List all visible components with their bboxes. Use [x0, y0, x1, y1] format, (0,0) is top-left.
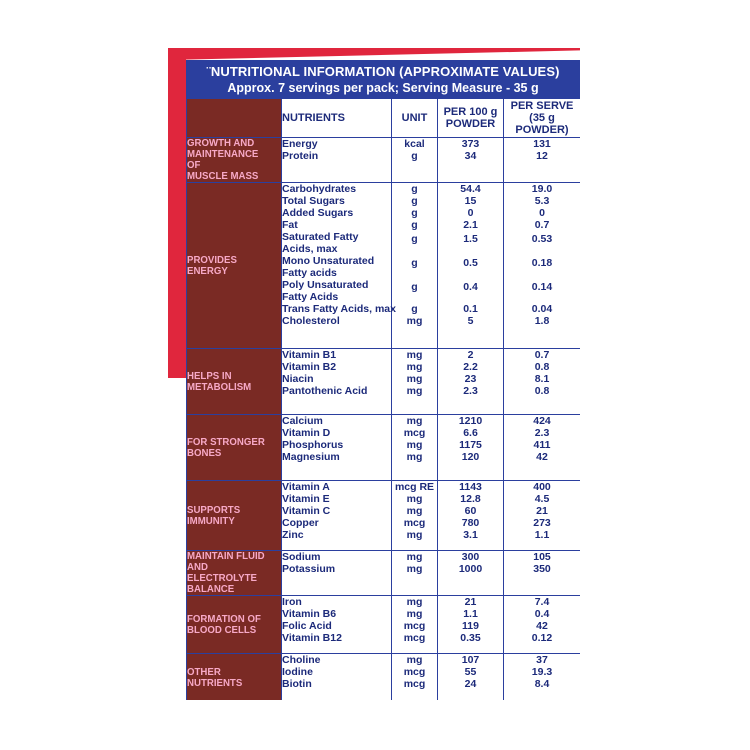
value-per-100g: 1143 [459, 481, 482, 493]
value-per-serve: 4.5 [534, 493, 550, 505]
value-per-100g: 1000 [458, 563, 483, 575]
value-per-serve-cell [504, 415, 581, 481]
nutrient-name: Iodine [282, 666, 313, 678]
value-per-serve-cell [504, 481, 581, 551]
nutrient-unit: mg [406, 505, 423, 517]
category-label [187, 138, 282, 183]
value-per-serve-cell [504, 349, 581, 415]
nutrient-name: Trans Fatty Acids, max [282, 303, 396, 315]
nutrient-name: Energy [282, 138, 318, 150]
nutrient-unit: mg [406, 654, 423, 666]
value-per-serve: 21 [536, 505, 548, 517]
nutrient-unit: g [411, 150, 418, 162]
value-per-serve: 19.3 [531, 666, 553, 678]
category-label-text: GROWTH AND MAINTENANCE OF MUSCLE MASS [187, 137, 259, 182]
nutrient-unit: mg [406, 439, 423, 451]
nutrient-name-cell [282, 551, 392, 596]
value-per-serve: 0.8 [534, 361, 550, 373]
nutrient-unit: kcal [404, 138, 425, 150]
nutrient-name: Biotin [282, 678, 312, 690]
nutrient-name: Folic Acid [282, 620, 332, 632]
nutrient-name: Poly Unsaturated Fatty Acids [282, 279, 369, 303]
nutrient-name: Vitamin D [282, 427, 331, 439]
table-header-row [187, 99, 581, 138]
nutrition-header [186, 60, 580, 98]
category-label-text: MAINTAIN FLUID AND ELECTROLYTE BALANCE [187, 550, 265, 595]
nutrient-unit-cell [392, 551, 438, 596]
value-per-serve: 0.04 [531, 303, 553, 315]
nutrient-name: Saturated Fatty Acids, max [282, 231, 359, 255]
value-per-serve: 8.4 [534, 678, 550, 690]
nutrient-name: Potassium [282, 563, 336, 575]
value-per-100g-cell [438, 596, 504, 654]
nutrient-unit: mg [406, 361, 423, 373]
category-label [187, 551, 282, 596]
category-label-text: FOR STRONGER BONES [187, 435, 265, 459]
nutrient-name: Added Sugars [282, 207, 354, 219]
nutrient-name: Vitamin B6 [282, 608, 337, 620]
value-per-100g: 1210 [458, 415, 483, 427]
value-per-serve: 8.1 [534, 373, 550, 385]
value-per-serve: 0.8 [534, 385, 550, 397]
nutrient-name: Magnesium [282, 451, 340, 463]
nutrient-name: Copper [282, 517, 319, 529]
nutrient-name-cell [282, 654, 392, 701]
nutrient-name: Niacin [282, 373, 314, 385]
value-per-100g: 55 [464, 666, 477, 678]
value-per-100g: 1175 [459, 439, 482, 451]
nutrient-unit-cell [392, 349, 438, 415]
value-per-serve: 0.7 [534, 349, 550, 361]
nutrient-name: Iron [282, 596, 302, 608]
value-per-serve: 105 [533, 551, 551, 563]
value-per-serve: 2.3 [534, 427, 550, 439]
nutrient-name: Phosphorus [282, 439, 344, 451]
value-per-100g: 120 [461, 451, 480, 463]
value-per-serve: 12 [536, 150, 548, 162]
nutrient-unit-cell [392, 415, 438, 481]
value-per-100g-cell [438, 654, 504, 701]
nutrient-unit-cell [392, 596, 438, 654]
nutrient-unit: g [411, 303, 418, 315]
nutrient-unit: g [411, 257, 418, 269]
nutrient-name: Mono Unsaturated Fatty acids [282, 255, 375, 279]
nutrient-section-row [187, 481, 581, 551]
nutrient-name: Sodium [282, 551, 321, 563]
nutrient-name: Vitamin B2 [282, 361, 337, 373]
value-per-serve: 0.14 [531, 281, 553, 293]
value-per-100g: 780 [461, 517, 480, 529]
nutrient-name-cell [282, 183, 396, 349]
nutrient-name: Calcium [282, 415, 323, 427]
category-label-text: SUPPORTS IMMUNITY [187, 503, 241, 527]
category-label [187, 481, 282, 551]
value-per-serve: 0 [539, 207, 545, 219]
value-per-100g-cell [438, 349, 504, 415]
nutrition-table [186, 98, 580, 700]
nutrient-name: Vitamin E [282, 493, 330, 505]
value-per-serve-cell [504, 654, 581, 701]
nutrient-unit: g [411, 195, 418, 207]
category-label [187, 415, 282, 481]
nutrient-unit: g [411, 281, 418, 293]
value-per-100g: 0 [467, 207, 474, 219]
nutrient-unit: mcg [403, 427, 426, 439]
nutrient-unit: mcg [403, 620, 426, 632]
value-per-serve: 0.4 [534, 608, 550, 620]
value-per-100g: 119 [462, 620, 479, 632]
nutrient-name-cell [282, 596, 392, 654]
column-header-unit: UNIT [392, 99, 438, 138]
value-per-100g: 3.1 [463, 529, 478, 541]
nutrient-unit: mcg [403, 678, 426, 690]
value-per-100g: 60 [464, 505, 477, 517]
value-per-100g-cell [438, 481, 504, 551]
header-title: ¨NUTRITIONAL INFORMATION (APPROXIMATE VALUES) [206, 64, 560, 79]
value-per-serve: 0.7 [534, 219, 550, 231]
nutrient-name: Protein [282, 150, 319, 162]
value-per-100g-cell [438, 415, 504, 481]
value-per-100g: 54.4 [460, 183, 481, 195]
red-accent-wedge [168, 48, 186, 378]
nutrient-unit: mcg [403, 632, 426, 644]
nutrient-name: Vitamin A [282, 481, 330, 493]
value-per-100g-cell [438, 183, 504, 349]
nutrient-name-cell [282, 415, 392, 481]
value-per-serve-cell [504, 596, 581, 654]
value-per-100g: 0.1 [463, 303, 478, 315]
red-accent-stripe [168, 48, 580, 60]
nutrient-section-row [187, 654, 581, 701]
value-per-serve: 273 [533, 517, 551, 529]
nutrient-name: Total Sugars [282, 195, 345, 207]
nutrient-name: Cholesterol [282, 315, 340, 327]
value-per-serve: 131 [533, 138, 551, 150]
value-per-100g: 2.3 [463, 385, 478, 397]
category-label-text: HELPS IN METABOLISM [187, 369, 252, 393]
nutrition-panel [168, 48, 580, 700]
value-per-100g: 0.35 [460, 632, 481, 644]
nutrient-name: Fat [282, 219, 298, 231]
nutrient-unit: mg [406, 385, 423, 397]
nutrient-name: Vitamin B12 [282, 632, 342, 644]
value-per-serve: 400 [533, 481, 551, 493]
nutrition-table-body [187, 138, 581, 701]
nutrient-unit: mg [406, 551, 423, 563]
value-per-serve: 1.1 [534, 529, 550, 541]
value-per-serve: 5.3 [534, 195, 550, 207]
nutrient-unit-cell [392, 481, 438, 551]
nutrient-unit: mg [406, 596, 423, 608]
nutrient-unit: mg [406, 349, 423, 361]
value-per-100g: 15 [464, 195, 477, 207]
nutrient-section-row [187, 349, 581, 415]
value-per-100g: 0.4 [463, 281, 478, 293]
value-per-100g: 2.2 [463, 361, 478, 373]
nutrient-name-cell [282, 481, 392, 551]
nutrient-section-row [187, 183, 581, 349]
value-per-100g: 6.6 [463, 427, 478, 439]
value-per-100g: 34 [464, 150, 477, 162]
value-per-serve: 7.4 [534, 596, 550, 608]
category-label-text: PROVIDES ENERGY [187, 253, 237, 277]
value-per-serve-cell [504, 551, 581, 596]
nutrient-unit: mg [406, 373, 423, 385]
nutrient-section-row [187, 551, 581, 596]
nutrient-unit: mcg [403, 517, 426, 529]
value-per-serve: 350 [533, 563, 551, 575]
value-per-serve: 19.0 [531, 183, 553, 195]
column-header-per100: PER 100 g POWDER [438, 99, 504, 138]
value-per-100g: 1.5 [463, 233, 478, 245]
value-per-serve: 0.12 [531, 632, 553, 644]
category-label-text: FORMATION OF BLOOD CELLS [187, 612, 261, 636]
category-label [187, 183, 282, 349]
value-per-100g: 24 [464, 678, 477, 690]
nutrient-unit: mg [406, 315, 423, 327]
header-subtitle: Approx. 7 servings per pack; Serving Measure - 35 g [227, 81, 539, 95]
value-per-serve: 1.8 [534, 315, 550, 327]
nutrient-section-row [187, 596, 581, 654]
value-per-serve-cell [504, 183, 581, 349]
nutrient-name: Choline [282, 654, 321, 666]
value-per-100g: 373 [461, 138, 480, 150]
nutrient-unit: g [411, 183, 418, 195]
value-per-serve-cell [504, 138, 581, 183]
nutrient-name: Carbohydrates [282, 183, 357, 195]
nutrient-unit: mcg [403, 666, 426, 678]
value-per-serve: 42 [536, 451, 548, 463]
nutrient-unit: mg [406, 529, 423, 541]
nutrient-section-row [187, 138, 581, 183]
nutrient-name: Vitamin B1 [282, 349, 337, 361]
category-header-cell [187, 99, 282, 138]
category-label [187, 349, 282, 415]
nutrient-unit-cell [392, 183, 438, 349]
value-per-100g: 23 [464, 373, 477, 385]
nutrient-unit: mcg RE [394, 481, 435, 493]
nutrient-name-cell [282, 138, 392, 183]
value-per-100g: 0.5 [463, 257, 478, 269]
value-per-serve: 42 [536, 620, 548, 632]
column-header-perserve: PER SERVE (35 g POWDER) [504, 99, 581, 138]
nutrient-unit: mg [406, 415, 423, 427]
nutrient-unit: mg [406, 451, 423, 463]
nutrient-unit: g [411, 219, 418, 231]
nutrient-unit: mg [406, 493, 423, 505]
value-per-100g-cell [438, 551, 504, 596]
nutrient-unit-cell [392, 138, 438, 183]
value-per-serve: 424 [533, 415, 551, 427]
value-per-100g: 2.1 [463, 219, 478, 231]
nutrient-name: Pantothenic Acid [282, 385, 368, 397]
value-per-100g: 12.8 [460, 493, 481, 505]
value-per-100g: 21 [464, 596, 477, 608]
nutrient-unit-cell [392, 654, 438, 701]
nutrient-unit: g [411, 233, 418, 245]
value-per-serve: 0.53 [531, 233, 553, 245]
value-per-serve: 0.18 [531, 257, 553, 269]
value-per-serve: 411 [533, 439, 551, 451]
nutrient-name: Zinc [282, 529, 304, 541]
nutrient-unit: mg [406, 608, 423, 620]
category-label-text: OTHER NUTRIENTS [187, 665, 243, 689]
value-per-100g: 300 [461, 551, 480, 563]
nutrient-section-row [187, 415, 581, 481]
value-per-serve: 37 [536, 654, 548, 666]
category-label [187, 654, 282, 701]
nutrient-unit: mg [406, 563, 423, 575]
value-per-100g: 5 [467, 315, 474, 327]
value-per-100g: 1.1 [463, 608, 478, 620]
value-per-100g: 107 [461, 654, 480, 666]
nutrient-unit: g [411, 207, 418, 219]
nutrient-name-cell [282, 349, 392, 415]
value-per-100g-cell [438, 138, 504, 183]
category-label [187, 596, 282, 654]
value-per-100g: 2 [467, 349, 474, 361]
column-header-nutrients: NUTRIENTS [282, 99, 392, 138]
nutrient-name: Vitamin C [282, 505, 331, 517]
